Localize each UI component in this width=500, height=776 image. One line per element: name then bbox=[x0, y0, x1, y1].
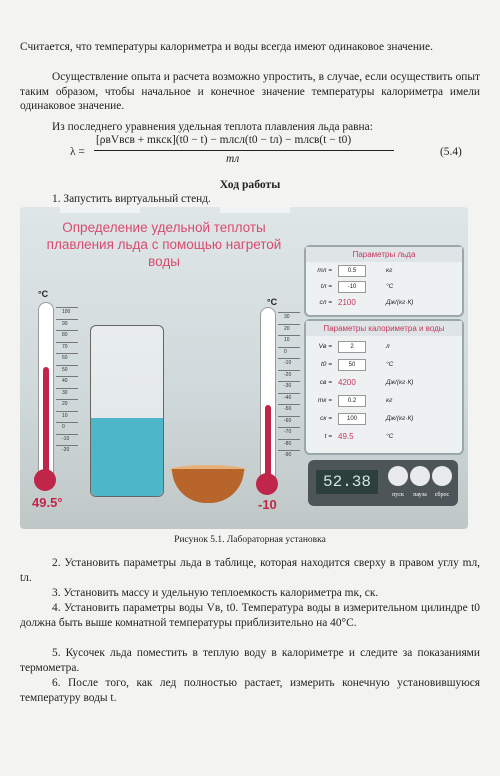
left-thermometer bbox=[38, 302, 54, 482]
left_thermo-tick: 100 bbox=[56, 307, 78, 319]
left_thermo-tick: -20 bbox=[56, 445, 78, 457]
ceiling-light bbox=[60, 207, 140, 213]
param-value: 2100 bbox=[338, 298, 356, 307]
right-thermometer bbox=[260, 307, 276, 485]
right-thermo-unit: °C bbox=[267, 297, 278, 307]
left_thermo-tick: 30 bbox=[56, 388, 78, 400]
param-row bbox=[310, 265, 460, 277]
left_thermo-tick: 80 bbox=[56, 330, 78, 342]
figure-title: Определение удельной теплоты плавления льда с помощью нагретой воды bbox=[46, 220, 282, 269]
paragraph-3: Из последнего уравнения удельная теплота плавления льда равна: bbox=[52, 121, 373, 133]
param-value: 49.5 bbox=[338, 432, 354, 441]
param-row bbox=[310, 377, 460, 389]
pause-button[interactable] bbox=[410, 466, 430, 486]
param-unit: °C bbox=[386, 361, 394, 368]
param-name: t = bbox=[324, 433, 332, 440]
right-thermo-reading: -10 bbox=[258, 497, 277, 512]
param-name: Vв = bbox=[318, 343, 332, 350]
param-unit: °C bbox=[386, 283, 394, 290]
pause-label: пауза bbox=[413, 492, 427, 498]
calorimeter-water-panel bbox=[304, 319, 464, 455]
formula-lhs: λ = bbox=[70, 146, 85, 158]
param-unit: кг bbox=[386, 267, 393, 274]
lab-setup-figure bbox=[20, 207, 468, 529]
param-name: cв = bbox=[319, 379, 332, 386]
left_thermo-tick: -10 bbox=[56, 434, 78, 446]
param-row bbox=[310, 341, 460, 353]
param-input[interactable]: 100 bbox=[338, 413, 366, 425]
measuring-cylinder bbox=[90, 325, 164, 497]
right_thermo-tick: 30 bbox=[278, 312, 300, 324]
param-value: 4200 bbox=[338, 378, 356, 387]
right_thermo-tick: -90 bbox=[278, 450, 300, 462]
formula-number: (5.4) bbox=[440, 146, 462, 158]
right_thermo-tick: -20 bbox=[278, 370, 300, 382]
start-button[interactable] bbox=[388, 466, 408, 486]
right-thermometer-bulb bbox=[256, 473, 278, 495]
param-input[interactable]: -10 bbox=[338, 281, 366, 293]
reset-button[interactable] bbox=[432, 466, 452, 486]
start-label: пуск bbox=[392, 492, 404, 498]
right_thermo-tick: -40 bbox=[278, 393, 300, 405]
param-name: cл = bbox=[319, 299, 332, 306]
param-unit: л bbox=[386, 343, 390, 350]
ice-panel-title: Параметры льда bbox=[306, 247, 462, 262]
right_thermo-tick: 0 bbox=[278, 347, 300, 359]
left_thermo-tick: 40 bbox=[56, 376, 78, 388]
right_thermo-tick: 10 bbox=[278, 335, 300, 347]
left-thermo-scale bbox=[56, 307, 78, 475]
param-row bbox=[310, 395, 460, 407]
param-unit: Дж/(кг·К) bbox=[386, 415, 414, 422]
formula-5-4 bbox=[30, 134, 480, 170]
figure-caption: Рисунок 5.1. Лабораторная установка bbox=[174, 535, 326, 545]
left_thermo-tick: 20 bbox=[56, 399, 78, 411]
step-1: 1. Запустить виртуальный стенд. bbox=[52, 193, 211, 205]
param-input[interactable]: 0.5 bbox=[338, 265, 366, 277]
section-heading: Ход работы bbox=[219, 178, 281, 191]
param-input[interactable]: 2 bbox=[338, 341, 366, 353]
step-5: 5. Кусочек льда поместить в теплую воду в калориметре и следите за показаниями термометра. bbox=[20, 647, 480, 674]
left_thermo-tick: 70 bbox=[56, 342, 78, 354]
param-name: mк = bbox=[317, 397, 332, 404]
fraction-bar bbox=[94, 150, 394, 151]
param-unit: Дж/(кг·К) bbox=[386, 299, 414, 306]
timer-display: 52.38 bbox=[316, 470, 378, 494]
right_thermo-tick: -50 bbox=[278, 404, 300, 416]
paragraph-2: Осуществление опыта и расчета возможно упростить, в случае, если осуществить опыт таким образом, чтобы начальное и конечное значение температуры калориметра имели одинаковое значение. bbox=[20, 71, 480, 113]
left-thermo-reading: 49.5° bbox=[32, 495, 63, 510]
param-row bbox=[310, 281, 460, 293]
formula-denominator: mл bbox=[226, 153, 240, 165]
step-2: 2. Установить параметры льда в таблице, которая находится сверху в правом углу mл, tл. bbox=[20, 557, 480, 584]
left_thermo-tick: 10 bbox=[56, 411, 78, 423]
right_thermo-tick: -70 bbox=[278, 427, 300, 439]
step-6: 6. После того, как лед полностью растает, измерить конечную установившуюся температуру воды t. bbox=[20, 677, 480, 704]
right_thermo-tick: -60 bbox=[278, 416, 300, 428]
param-input[interactable]: 50 bbox=[338, 359, 366, 371]
left-thermo-unit: °C bbox=[38, 289, 49, 299]
left_thermo-tick: 50 bbox=[56, 365, 78, 377]
param-row bbox=[310, 297, 460, 309]
param-unit: °C bbox=[386, 433, 394, 440]
right_thermo-tick: -80 bbox=[278, 439, 300, 451]
water-panel-title: Параметры калориметра и воды bbox=[306, 321, 462, 336]
left_thermo-tick: 0 bbox=[56, 422, 78, 434]
right_thermo-tick: -10 bbox=[278, 358, 300, 370]
param-row bbox=[310, 431, 460, 443]
right_thermo-tick: -30 bbox=[278, 381, 300, 393]
param-row bbox=[310, 413, 460, 425]
paragraph-1: Считается, что температуры калориметра и воды всегда имеют одинаковое значение. bbox=[20, 41, 433, 53]
param-name: tл = bbox=[320, 283, 332, 290]
step-3: 3. Установить массу и удельную теплоемкость калориметра mк, cк. bbox=[52, 587, 379, 599]
param-name: t0 = bbox=[320, 361, 332, 368]
left_thermo-tick: 90 bbox=[56, 319, 78, 331]
ice-parameters-panel bbox=[304, 245, 464, 317]
right_thermo-tick: 20 bbox=[278, 324, 300, 336]
step-4: 4. Установить параметры воды Vв, t0. Температура воды в измерительном цилиндре t0 должна быть выше комнатной температуры приблизительно на 40°С. bbox=[20, 602, 480, 629]
right-thermo-scale bbox=[278, 312, 300, 480]
param-name: mл = bbox=[317, 267, 332, 274]
left_thermo-tick: 60 bbox=[56, 353, 78, 365]
reset-label: сброс bbox=[434, 492, 450, 498]
param-unit: Дж/(кг·К) bbox=[386, 379, 414, 386]
left-thermometer-bulb bbox=[34, 469, 56, 491]
param-row bbox=[310, 359, 460, 371]
calorimeter-bowl bbox=[172, 469, 244, 503]
ceiling-light bbox=[220, 207, 290, 213]
timer-panel bbox=[308, 460, 458, 506]
formula-numerator: [ρвVвcв + mкcк](t0 − t) − mлcл(t0 − tл) − mлcв(t − t0) bbox=[96, 134, 352, 146]
param-name: cк = bbox=[320, 415, 332, 422]
param-input[interactable]: 0.2 bbox=[338, 395, 366, 407]
param-unit: кг bbox=[386, 397, 393, 404]
water bbox=[91, 418, 163, 496]
